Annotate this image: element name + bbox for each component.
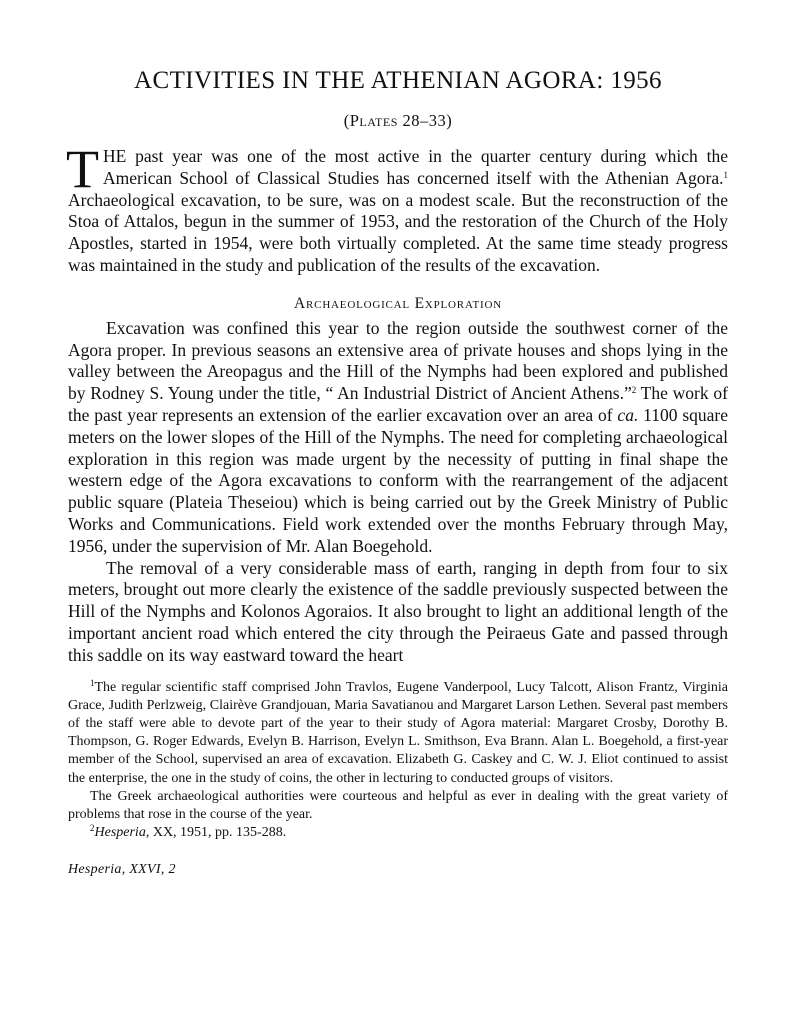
page: [68, 68, 728, 878]
footnote-2-text: XX, 1951, pp. 135-288.: [149, 825, 287, 841]
footnotes: [68, 679, 728, 843]
section-heading: Archaeological Exploration: [294, 294, 502, 312]
plates-reference: (Plates 28–33): [343, 111, 453, 130]
footnote-1-number: 1: [90, 677, 95, 688]
paragraph-1-text-mid: The work of the past year represents an extension of the earlier excavation over an area of: [68, 383, 728, 425]
intro-text: HE past year was one of the most active in the quarter century during which the American School of Classical Studies has concerned itself with the Athenian Agora.: [103, 146, 728, 188]
body-paragraph-2: The removal of a very considerable mass of earth, ranging in depth from four to six meters, brought out more clearly the existence of the saddle previously suspected between the Hill of the Nymphs and Kolonos Agoraios. It also brought to light an additional length of the important ancient road which entered the city through the Peiraeus Gate and passed through this saddle on its way eastward toward the heart: [68, 557, 728, 665]
footnote-ref-2[interactable]: 2: [631, 385, 637, 396]
body-paragraph-1: [68, 318, 728, 558]
circa-abbreviation: ca.: [617, 404, 639, 425]
footnote-2-number: 2: [90, 823, 95, 834]
drop-cap: T: [66, 139, 99, 199]
footnote-1-continued: The Greek archaeological authorities were courteous and helpful as ever in dealing with the great variety of problems that rose in the course of the year.: [68, 788, 728, 822]
footnote-2-journal: Hesperia,: [94, 825, 150, 841]
footnote-1-text: The regular scientific staff comprised John Travlos, Eugene Vanderpool, Lucy Talcott, Alison Frantz, Virginia Grace, Judith Perlzweig, Clairève Grandjouan, Maria Savatianou and Margaret Larson Lethen. Several past members of the staff were able to devote part of the year to their study of Agora material: Margaret Crosby, Dorothy B. Thompson, G. Roger Edwards, Evelyn B. Harrison, Evelyn L. Smithson, Eva Brann. Alan L. Boegehold, a first-year member of the School, supervised an area of excavation. Elizabeth G. Caskey and C. W. J. Eliot continued to assist the enterprise, the one in the study of coins, the other in lecturing to conducted groups of visitors.: [68, 679, 728, 786]
paragraph-1-text-end: 1100 square meters on the lower slopes of the Hill of the Nymphs. The need for completing archaeological exploration in this region was made urgent by the necessity of putting in final shape the western edge of the Agora excavations to conform with the rearrangement of the adjacent public square (Plateia Theseiou) which is being carried out by the Greek Ministry of Public Works and Communications. Field work extended over the months February through May, 1956, under the supervision of Mr. Alan Boegehold.: [68, 404, 728, 556]
intro-paragraph: [66, 139, 728, 277]
footnote-1: [68, 679, 728, 788]
intro-text-continued: Archaeological excavation, to be sure, was on a modest scale. But the reconstruction of the Stoa of Attalos, begun in the summer of 1953, and the restoration of the Church of the Holy Apostles, started in 1954, were both virtually completed. At the same time steady progress was maintained in the study and publication of the results of the excavation.: [68, 189, 728, 275]
paragraph-1-text: Excavation was confined this year to the region outside the southwest corner of the Agora proper. In previous seasons an extensive area of private houses and shops lying in the valley between the Areopagus and the Hill of the Nymphs had been explored and published by Rodney S. Young under the title, “ An Industrial District of Ancient Athens.”: [68, 317, 728, 404]
footnote-2: [68, 824, 728, 842]
article-title: ACTIVITIES IN THE ATHENIAN AGORA: 1956: [134, 67, 662, 94]
journal-footer: Hesperia, XXVI, 2: [68, 862, 176, 878]
footnote-ref-1[interactable]: 1: [723, 169, 728, 180]
